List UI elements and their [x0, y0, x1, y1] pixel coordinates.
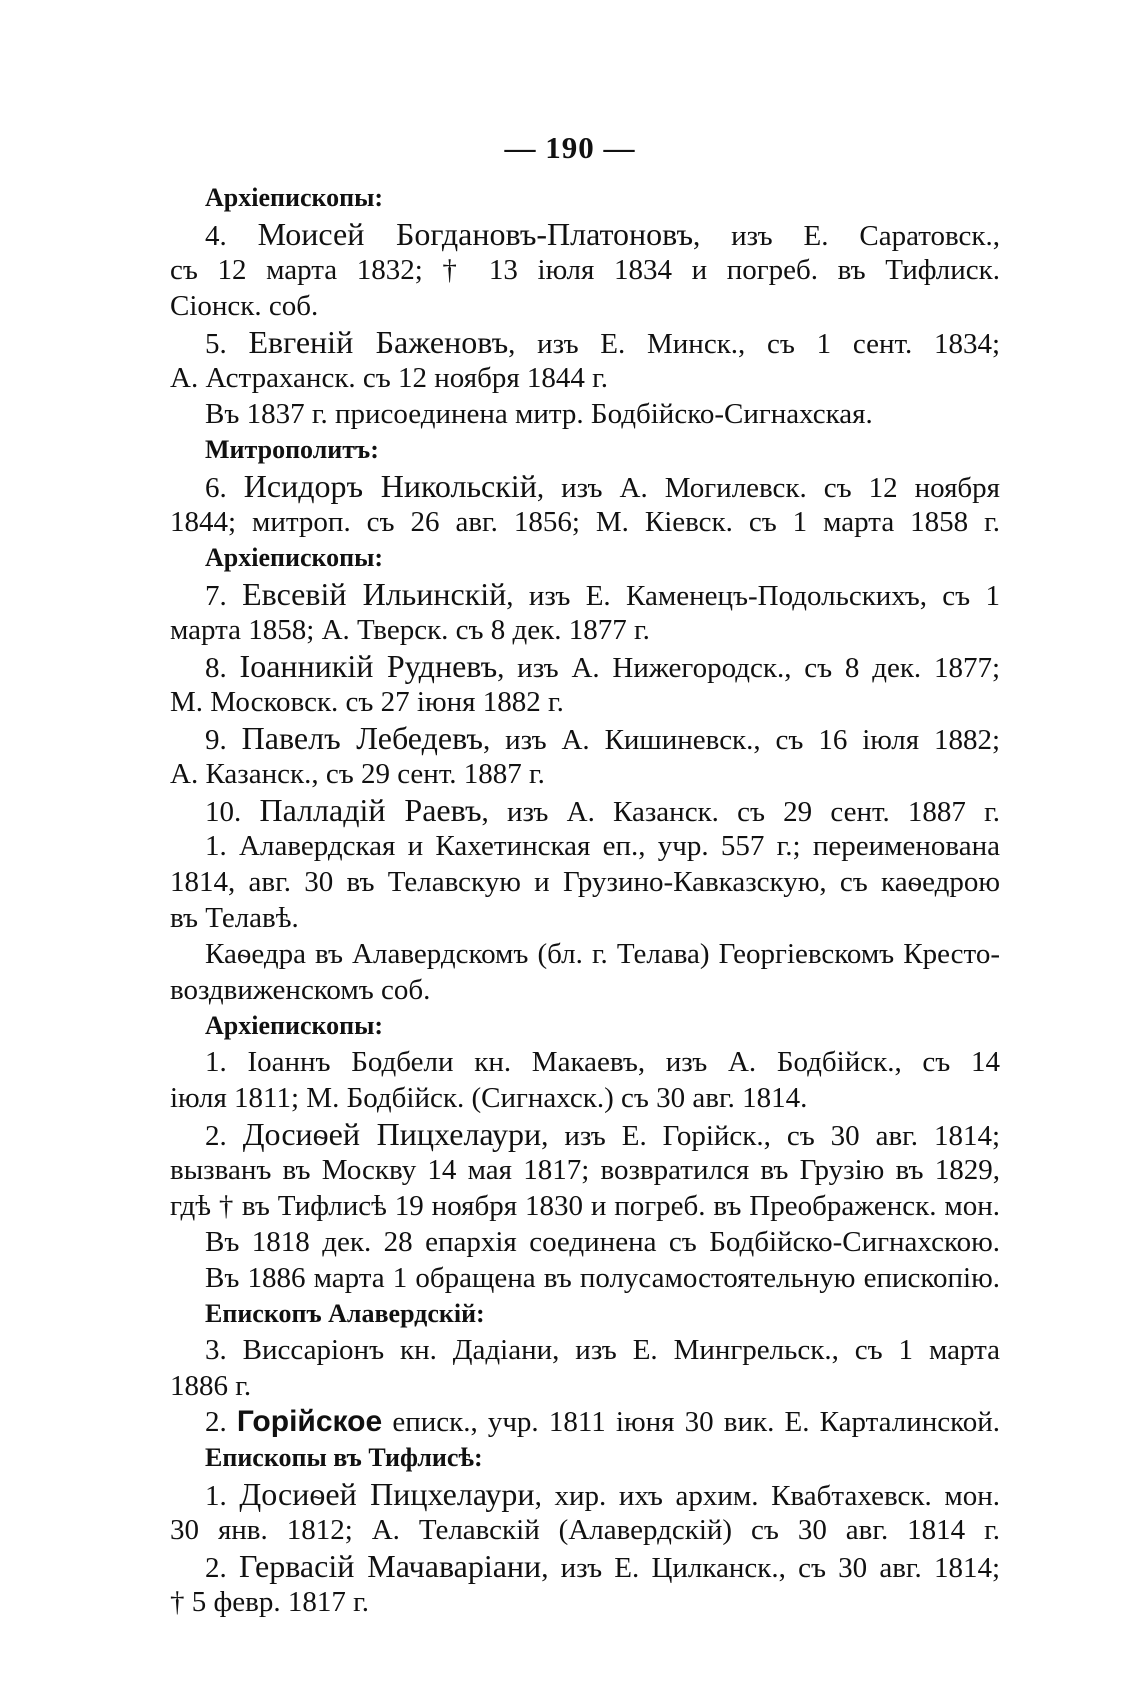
- entry-number: 2.: [205, 1120, 243, 1152]
- text-line: [170, 792, 1000, 828]
- entry-detail: , изъ А. Могилевск. съ 12 ноября: [536, 472, 1000, 504]
- text-line: 30 янв. 1812; А. Телавскій (Алавердскій) съ 30 авг. 1814 г.: [170, 1514, 1000, 1546]
- text-line: А. Астраханск. съ 12 ноября 1844 г.: [170, 362, 609, 394]
- text-line: въ Телавѣ.: [170, 902, 299, 934]
- person-name: Исидоръ Никольскій: [243, 468, 537, 504]
- person-name: Досиѳей Пицхелаури: [242, 1116, 542, 1152]
- text-line: [170, 720, 1000, 756]
- text-line: А. Казанск., съ 29 сент. 1887 г.: [170, 758, 545, 790]
- text-line: 1. Алавердская и Кахетинская еп., учр. 557 г.; переименована: [205, 830, 1000, 862]
- text-line: [170, 324, 1000, 360]
- text-line: [170, 1116, 1000, 1152]
- entry-detail: , изъ Е. Каменецъ-Подольскихъ, съ 1: [506, 580, 1000, 612]
- person-name: Евгеній Баженовъ: [248, 324, 509, 360]
- text-line: 1844; митроп. съ 26 авг. 1856; М. Кіевск. съ 1 марта 1858 г.: [170, 506, 1000, 538]
- text-line: гдѣ † въ Тифлисѣ 19 ноября 1830 и погреб. въ Преображенск. мон.: [170, 1190, 1000, 1222]
- entry-detail: , изъ Е. Минск., съ 1 сент. 1834;: [508, 328, 1000, 360]
- text-line: Каѳедра въ Алавердскомъ (бл. г. Телава) Георгіевскомъ Кресто-: [205, 938, 1000, 970]
- entry-number: 2.: [205, 1552, 239, 1584]
- text-line: Епископы въ Тифлисѣ:: [205, 1443, 483, 1472]
- entry-number: 2.: [205, 1406, 237, 1438]
- entry-detail: , изъ А. Нижегородск., съ 8 дек. 1877;: [497, 652, 1000, 684]
- text-line: [170, 1548, 1000, 1584]
- text-line: [170, 648, 1000, 684]
- text-line: [170, 468, 1000, 504]
- text-line: Митрополитъ:: [205, 435, 379, 464]
- text-line: марта 1858; А. Тверск. съ 8 дек. 1877 г.: [170, 614, 650, 646]
- entry-number: 1.: [205, 1480, 240, 1512]
- text-line: [170, 576, 1000, 612]
- text-line: † 5 февр. 1817 г.: [170, 1586, 369, 1618]
- entry-number: 4.: [205, 220, 258, 252]
- text-line: М. Московск. съ 27 іюня 1882 г.: [170, 686, 564, 718]
- text-line: съ 12 марта 1832; † 13 іюля 1834 и погреб. въ Тифлиск.: [170, 254, 1000, 286]
- text-line: воздвиженскомъ соб.: [170, 974, 431, 1006]
- text-line: Сіонск. соб.: [170, 290, 319, 322]
- entry-detail: , изъ Е. Саратовск.,: [693, 220, 1000, 252]
- text-line: 1. Іоаннъ Бодбели кн. Макаевъ, изъ А. Бодбійск., съ 14: [205, 1046, 1000, 1078]
- text-line: Въ 1837 г. присоединена митр. Бодбійско-Сигнахская.: [205, 398, 873, 430]
- person-name: Моисей Богдановъ-Платоновъ: [257, 216, 694, 252]
- text-line: Архіепископы:: [205, 543, 384, 572]
- entry-detail: еписк., учр. 1811 іюня 30 вик. Е. Карталинской.: [382, 1406, 1000, 1438]
- text-line: [170, 216, 1000, 252]
- person-name: Гервасій Мачаваріани: [238, 1548, 542, 1584]
- person-name: Павелъ Лебедевъ: [241, 720, 483, 756]
- page-text: [170, 180, 1000, 1620]
- entry-number: 10.: [205, 796, 260, 828]
- entry-number: 8.: [205, 652, 240, 684]
- text-line: [170, 1476, 1000, 1512]
- entry-detail: , изъ Е. Цилканск., съ 30 авг. 1814;: [541, 1552, 1000, 1584]
- text-line: іюля 1811; М. Бодбійск. (Сигнахск.) съ 30 авг. 1814.: [170, 1082, 808, 1114]
- person-name: Досиѳей Пицхелаури: [239, 1476, 535, 1512]
- page-number: — 190 —: [504, 130, 636, 165]
- person-name: Палладій Раевъ: [259, 792, 482, 828]
- text-line: Архіепископы:: [205, 1011, 384, 1040]
- text-line: Архіепископы:: [205, 183, 384, 212]
- entry-number: 6.: [205, 472, 244, 504]
- entry-number: 5.: [205, 328, 249, 360]
- entry-detail: , изъ А. Кишиневск., съ 16 іюля 1882;: [482, 724, 1000, 756]
- text-line: 3. Виссаріонъ кн. Дадіани, изъ Е. Мингрельск., съ 1 марта: [205, 1334, 1000, 1366]
- text-line: Епископъ Алавердскій:: [205, 1299, 485, 1328]
- entry-detail: , изъ Е. Горійск., съ 30 авг. 1814;: [541, 1120, 1000, 1152]
- text-line: Въ 1818 дек. 28 епархія соединена съ Бодбійско-Сигнахскою.: [205, 1226, 1000, 1258]
- entry-number: 7.: [205, 580, 243, 612]
- text-line: 1886 г.: [170, 1370, 252, 1402]
- text-line: 1814, авг. 30 въ Телавскую и Грузино-Кавказскую, съ каѳедрою: [170, 866, 1000, 898]
- text-line: вызванъ въ Москву 14 мая 1817; возвратился въ Грузію въ 1829,: [170, 1154, 1000, 1186]
- person-name: Іоанникій Рудневъ: [239, 648, 498, 684]
- diocese-name: Горійское: [236, 1405, 383, 1438]
- person-name: Евсевій Ильинскій: [242, 576, 507, 612]
- entry-number: 9.: [205, 724, 242, 756]
- entry-detail: , изъ А. Казанск. съ 29 сент. 1887 г.: [481, 796, 1000, 828]
- text-line: Въ 1886 марта 1 обращена въ полусамостоятельную епископію.: [205, 1262, 1000, 1294]
- text-line: [170, 1404, 1000, 1440]
- entry-detail: , хир. ихъ архим. Квабтахевск. мон.: [534, 1480, 1000, 1512]
